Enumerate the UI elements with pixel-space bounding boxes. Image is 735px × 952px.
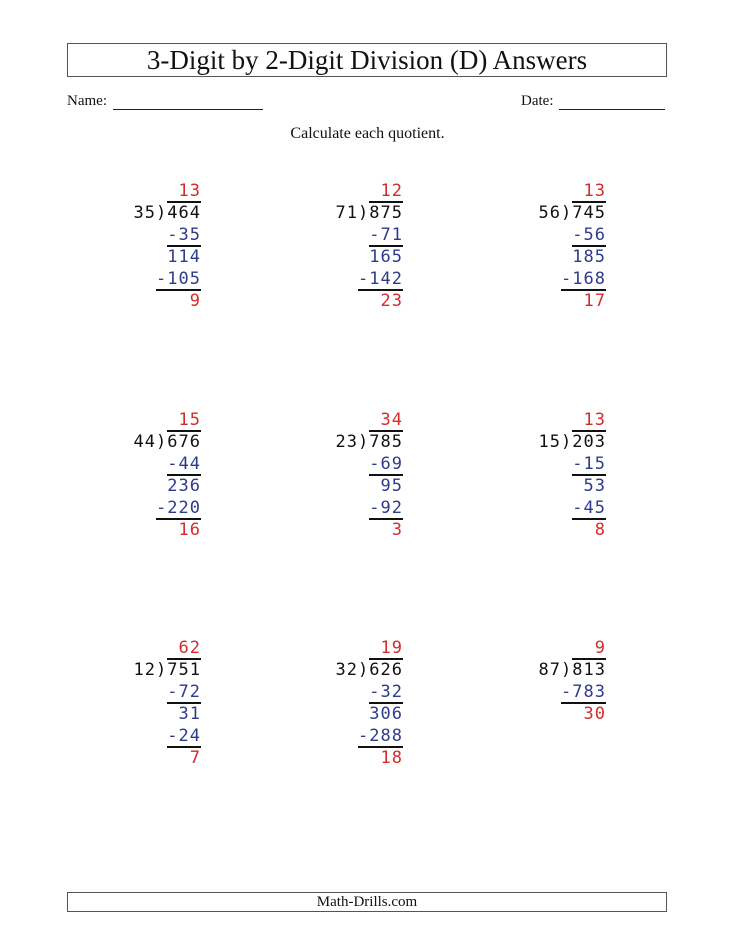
subtraction: -288 — [358, 726, 403, 746]
divisor: 35 — [133, 203, 157, 223]
partial-remainder: 165 — [369, 247, 403, 267]
subtraction: -105 — [156, 269, 201, 289]
subtraction: -168 — [561, 269, 606, 289]
subtraction: -15 — [572, 454, 606, 474]
division-bracket-row — [336, 203, 403, 223]
name-label: Name: — [67, 93, 107, 109]
subtraction: -142 — [358, 269, 403, 289]
division-bracket-row — [134, 203, 201, 223]
dividend: 676 — [167, 432, 201, 452]
dividend: 785 — [369, 432, 403, 452]
division-problem — [61, 638, 201, 798]
division-bracket-row — [336, 660, 403, 680]
division-bracket: ) — [561, 432, 573, 452]
division-bracket: ) — [561, 203, 573, 223]
partial-remainder: 185 — [572, 247, 606, 267]
divisor: 32 — [335, 660, 359, 680]
division-bracket-row — [336, 432, 403, 452]
division-problem — [466, 410, 606, 570]
partial-remainder: 31 — [178, 704, 201, 724]
subtraction: -44 — [167, 454, 201, 474]
dividend: 626 — [369, 660, 403, 680]
division-problem — [263, 181, 403, 341]
divisor: 87 — [538, 660, 562, 680]
quotient: 12 — [380, 181, 403, 201]
remainder: 16 — [178, 520, 201, 540]
division-bracket: ) — [156, 660, 168, 680]
worksheet-title: 3-Digit by 2-Digit Division (D) Answers — [67, 43, 667, 77]
remainder: 9 — [189, 291, 201, 311]
quotient: 19 — [380, 638, 403, 658]
subtraction: -24 — [167, 726, 201, 746]
division-bracket: ) — [561, 660, 573, 680]
subtraction: -783 — [561, 682, 606, 702]
division-problem — [466, 181, 606, 341]
division-bracket-row — [539, 432, 606, 452]
division-bracket-row — [539, 203, 606, 223]
division-bracket: ) — [358, 203, 370, 223]
remainder: 18 — [380, 748, 403, 768]
instructions: Calculate each quotient. — [290, 125, 445, 142]
division-bracket: ) — [358, 660, 370, 680]
remainder: 17 — [583, 291, 606, 311]
division-problem — [263, 638, 403, 798]
partial-remainder: 236 — [167, 476, 201, 496]
subtraction: -45 — [572, 498, 606, 518]
remainder: 3 — [391, 520, 403, 540]
division-bracket-row — [539, 660, 606, 680]
division-problem — [61, 181, 201, 341]
remainder: 7 — [189, 748, 201, 768]
partial-remainder: 114 — [167, 247, 201, 267]
date-line[interactable] — [559, 91, 665, 110]
division-bracket: ) — [156, 203, 168, 223]
quotient: 13 — [583, 410, 606, 430]
divisor: 12 — [133, 660, 157, 680]
dividend: 464 — [167, 203, 201, 223]
subtraction: -32 — [369, 682, 403, 702]
dividend: 875 — [369, 203, 403, 223]
footer: Math-Drills.com — [67, 892, 667, 912]
name-line[interactable] — [113, 91, 263, 110]
quotient: 13 — [583, 181, 606, 201]
name-field — [67, 91, 263, 110]
subtraction: -71 — [369, 225, 403, 245]
subtraction: -92 — [369, 498, 403, 518]
remainder: 30 — [583, 704, 606, 724]
divisor: 56 — [538, 203, 562, 223]
partial-remainder: 95 — [380, 476, 403, 496]
dividend: 813 — [572, 660, 606, 680]
division-problem — [61, 410, 201, 570]
date-label: Date: — [521, 93, 554, 109]
subtraction: -35 — [167, 225, 201, 245]
divisor: 15 — [538, 432, 562, 452]
division-bracket-row — [134, 432, 201, 452]
subtraction: -220 — [156, 498, 201, 518]
quotient: 62 — [178, 638, 201, 658]
divisor: 23 — [335, 432, 359, 452]
date-field — [521, 91, 665, 110]
divisor: 44 — [133, 432, 157, 452]
division-problem — [263, 410, 403, 570]
division-problem — [466, 638, 606, 798]
divisor: 71 — [335, 203, 359, 223]
dividend: 745 — [572, 203, 606, 223]
quotient: 9 — [594, 638, 606, 658]
subtraction: -56 — [572, 225, 606, 245]
remainder: 23 — [380, 291, 403, 311]
remainder: 8 — [594, 520, 606, 540]
division-bracket-row — [134, 660, 201, 680]
partial-remainder: 306 — [369, 704, 403, 724]
division-bracket: ) — [358, 432, 370, 452]
quotient: 34 — [380, 410, 403, 430]
quotient: 13 — [178, 181, 201, 201]
division-bracket: ) — [156, 432, 168, 452]
dividend: 203 — [572, 432, 606, 452]
quotient: 15 — [178, 410, 201, 430]
subtraction: -72 — [167, 682, 201, 702]
partial-remainder: 53 — [583, 476, 606, 496]
dividend: 751 — [167, 660, 201, 680]
subtraction: -69 — [369, 454, 403, 474]
